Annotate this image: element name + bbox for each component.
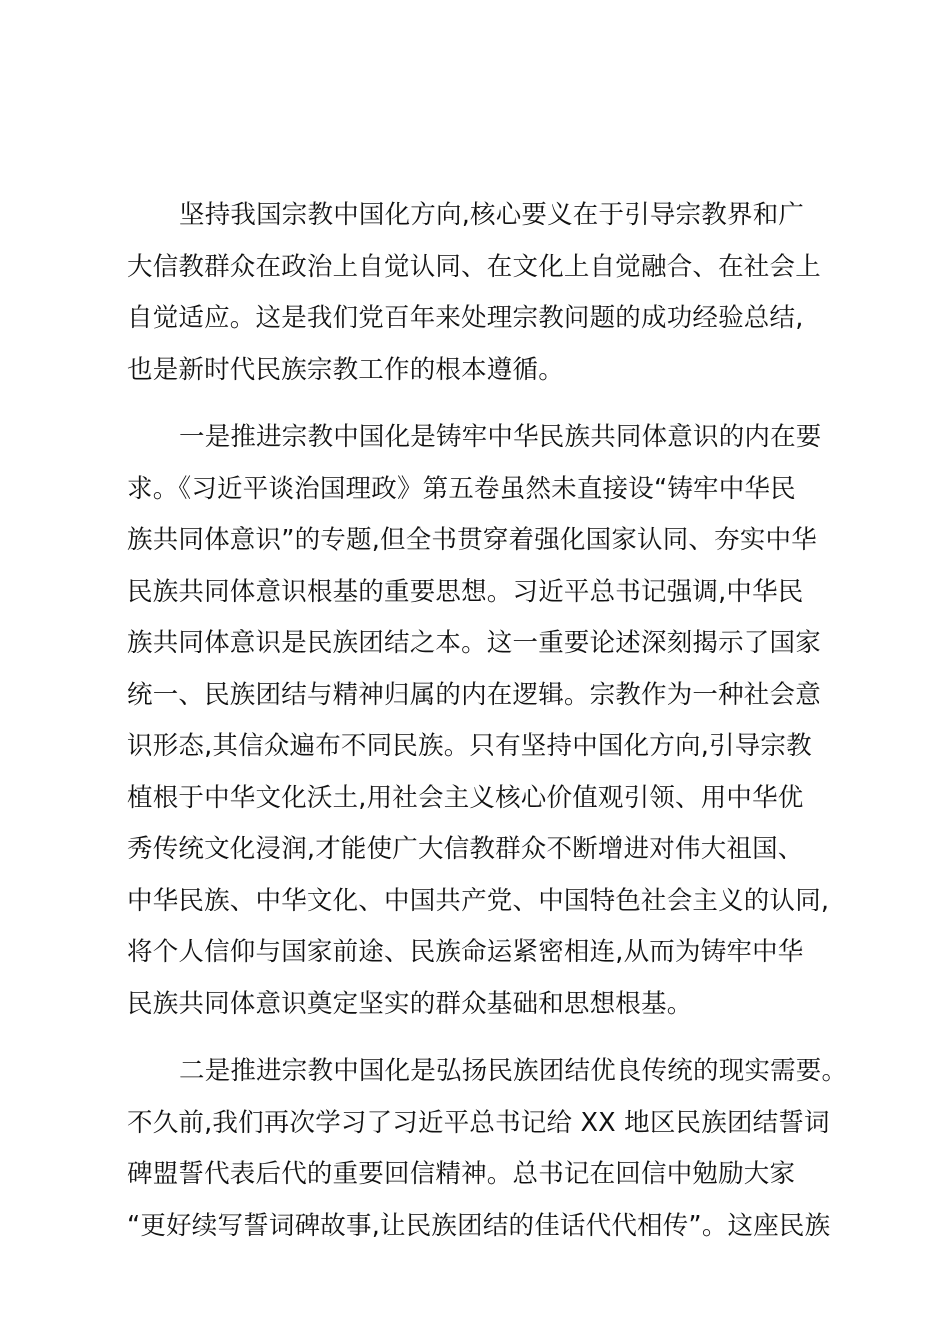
paragraph-line: 中华民族、中华文化、中国共产党、中国特色社会主义的认同, [127,885,830,916]
paragraph-line: 族共同体意识是民族团结之本。这一重要论述深刻揭示了国家 [127,628,821,658]
paragraph-gap [127,396,827,412]
paragraph-3 [127,1046,848,1252]
paragraph-line: 植根于中华文化沃土,用社会主义核心价值观引领、用中华优 [127,782,804,813]
paragraph-line: 也是新时代民族宗教工作的根本遵循。 [127,354,564,385]
paragraph-2 [127,412,830,1030]
paragraph-line: 民族共同体意识根基的重要思想。习近平总书记强调,中华民 [127,576,804,607]
paragraph-line: 坚持我国宗教中国化方向,核心要义在于引导宗教界和广 [179,200,805,230]
paragraph-1 [127,190,827,396]
document-body [127,190,848,1252]
paragraph-line: 将个人信仰与国家前途、民族命运紧密相连,从而为铸牢中华 [127,937,804,967]
paragraph-line: 碑盟誓代表后代的重要回信精神。总书记在回信中勉励大家 [127,1159,796,1189]
paragraph-line: 大信教群众在政治上自觉认同、在文化上自觉融合、在社会上 [127,251,821,282]
paragraph-line: 一是推进宗教中国化是铸牢中华民族共同体意识的内在要 [179,422,822,452]
paragraph-line: 不久前,我们再次学习了习近平总书记给 XX 地区民族团结誓词 [127,1107,830,1138]
paragraph-gap [127,1030,827,1046]
paragraph-line: 族共同体意识”的专题,但全书贯穿着强化国家认同、夯实中华 [127,525,817,555]
paragraph-line: 民族共同体意识奠定坚实的群众基础和思想根基。 [127,988,693,1019]
paragraph-line: “更好续写誓词碑故事,让民族团结的佳话代代相传”。这座民族 [127,1210,831,1241]
paragraph-line: 自觉适应。这是我们党百年来处理宗教问题的成功经验总结, [127,303,804,333]
paragraph-line: 求。《习近平谈治国理政》第五卷虽然未直接设“铸牢中华民 [127,473,796,504]
paragraph-line: 识形态,其信众遍布不同民族。只有坚持中国化方向,引导宗教 [127,731,812,761]
paragraph-line: 二是推进宗教中国化是弘扬民族团结优良传统的现实需要。 [179,1056,848,1086]
paragraph-line: 统一、民族团结与精神归属的内在逻辑。宗教作为一种社会意 [127,679,821,710]
paragraph-line: 秀传统文化浸润,才能使广大信教群众不断增进对伟大祖国、 [127,834,804,864]
